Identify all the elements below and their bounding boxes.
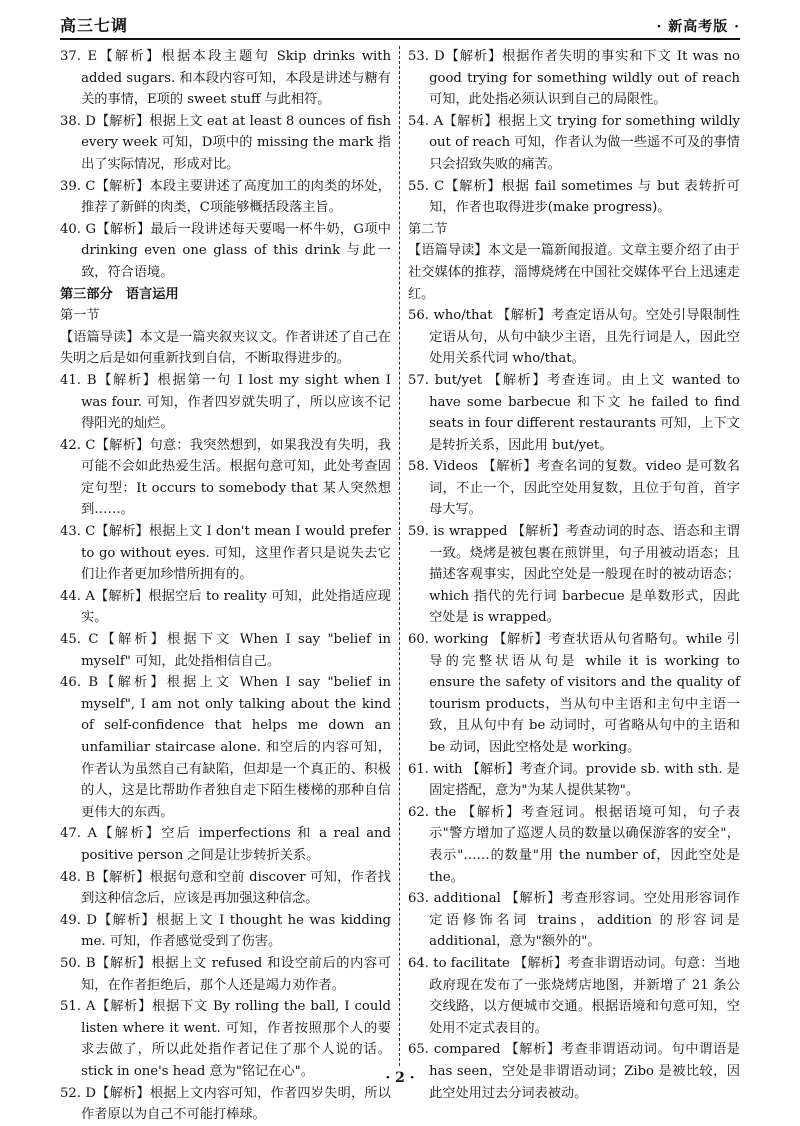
answer-56: 56. who/that 【解析】考查定语从句。空处引导限制性定语从句，从句中缺少主语，且先行词是人，因此空处用关系代词 who/that。 — [408, 308, 740, 367]
answer-53: 53. D【解析】根据作者失明的事实和下文 It was no good trying for something wildly out of reach 可知，此处指必须认识到自己的局限性。 — [408, 49, 740, 108]
page-number: · 2 · — [385, 1070, 415, 1086]
right-column — [400, 46, 740, 1101]
answer-58: 58. Videos 【解析】考查名词的复数。video 是可数名词，不止一个，因此空处用复数，且位于句首，首字母大写。 — [408, 459, 740, 518]
left-column — [60, 46, 400, 1123]
answer-42: 42. C【解析】句意：我突然想到，如果我没有失明，我可能不会如此热爱生活。根据句意可知，此处考查固定句型：It occurs to somebody that 某人突然想到……。 — [60, 437, 391, 518]
answer-38: 38. D【解析】根据上文 eat at least 8 ounces of fish every week 可知，D项中的 missing the mark 指出了实际情况，形成对比。 — [60, 113, 391, 172]
answer-52: 52. D【解析】根据上文内容可知，作者四岁失明，所以作者原以为自己不可能打棒球。 — [60, 1085, 391, 1123]
answer-60: 60. working 【解析】考查状语从句省略句。while 引导的完整状语从句是 while it is working to ensure the safety of visitors and the quality of tourism products，当从句中主语和主句中主语一致，且从句中有 be 动词时，可省略从句中的主语和 be 动词，因此空格处是 working。 — [408, 632, 740, 755]
answer-65: 65. compared 【解析】考查非谓语动词。句中谓语是 has seen，空处是非谓语动词；Zibo 是被比较，因此空处用过去分词表被动。 — [408, 1042, 740, 1101]
page-header — [60, 14, 740, 40]
answer-40: 40. G【解析】最后一段讲述每天要喝一杯牛奶，G项中 drinking even one glass of this drink 与此一致，符合语境。 — [60, 221, 391, 280]
answer-46: 46. B【解析】根据上文 When I say "belief in myself", I am not only talking about the kind of self-confidence that helps me down an unfamiliar staircase alone. 和空后的内容可知，作者认为虽然自己有缺陷，但却是一个真正的、积极的人，这是比帮助作者独自走下陌生楼梯的那种自信更伟大的东西。 — [60, 675, 391, 820]
answer-51: 51. A【解析】根据下文 By rolling the ball, I could listen where it went. 可知，作者按照那个人的要求去做了，所以此处指作者记住了那个人说的话。stick in one's head 意为"铭记在心"。 — [60, 999, 391, 1079]
answer-55: 55. C【解析】根据 fail sometimes 与 but 表转折可知，作者也取得进步(make progress)。 — [408, 178, 740, 216]
answer-45: 45. C【解析】根据下文 When I say "belief in myself" 可知，此处指相信自己。 — [60, 632, 391, 669]
answer-47: 47. A【解析】空后 imperfections 和 a real and positive person 之间是让步转折关系。 — [60, 826, 391, 863]
answer-64: 64. to facilitate 【解析】考查非谓语动词。句意：当地政府现在发布了一张烧烤店地图，并新增了 21 条公交线路，以方便城市交通。根据语境和句意可知，空处用不定式表目的。 — [408, 955, 740, 1036]
answer-61: 61. with 【解析】考查介词。provide sb. with sth. 是固定搭配，意为"为某人提供某物"。 — [408, 761, 740, 799]
answer-59: 59. is wrapped 【解析】考查动词的时态、语态和主谓一致。烧烤是被包裹在煎饼里，句子用被动语态；且描述客观事实，因此空处是一般现在时的被动语态；which 指代的先行词 barbecue 是单数形式，因此空处是 is wrapped。 — [408, 524, 740, 626]
header-edition: · 新高考版 · — [656, 19, 740, 35]
answer-54: 54. A【解析】根据上文 trying for something wildly out of reach 可知，作者认为做一些遥不可及的事情只会招致失败的痛苦。 — [408, 113, 740, 172]
answer-44: 44. A【解析】根据空后 to reality 可知，此处指适应现实。 — [60, 588, 391, 626]
section-heading-part3: 第三部分 语言运用 — [60, 286, 179, 302]
passage-guide-1: 【语篇导读】本文是一篇夹叙夹议文。作者讲述了自己在失明之后是如何重新找到自信，不断取得进步的。 — [60, 329, 391, 367]
answer-37: 37. E【解析】根据本段主题句 Skip drinks with added sugars. 和本段内容可知，本段是讲述与糖有关的事情，E项的 sweet stuff 与此相符。 — [60, 49, 391, 108]
answer-41: 41. B【解析】根据第一句 I lost my sight when I was four. 可知，作者四岁就失明了，所以应该不记得阳光的灿烂。 — [60, 372, 391, 432]
passage-guide-2: 【语篇导读】本文是一篇新闻报道。文章主要介绍了由于社交媒体的推荐，淄博烧烤在中国社交媒体平台上迅速走红。 — [408, 243, 740, 302]
answer-50: 50. B【解析】根据上文 refused 和设空前后的内容可知，在作者拒绝后，那个人还是竭力劝作者。 — [60, 955, 391, 993]
answer-48: 48. B【解析】根据句意和空前 discover 可知，作者找到这种信念后，应该是再加强这种信念。 — [60, 869, 391, 907]
answer-39: 39. C【解析】本段主要讲述了高度加工的肉类的坏处，推荐了新鲜的肉类，C项能够概括段落主旨。 — [60, 178, 391, 216]
answer-57: 57. but/yet 【解析】考查连词。由上文 wanted to have some barbecue 和下文 he failed to find seats in four different restaurants 可知，上下文是转折关系，因此用 but/yet。 — [408, 372, 740, 453]
answer-43: 43. C【解析】根据上文 I don't mean I would prefer to go without eyes. 可知，这里作者只是说失去它们让作者更加珍惜所拥有的。 — [60, 524, 391, 583]
section-heading-2: 第二节 — [408, 221, 448, 237]
answer-62: 62. the 【解析】考查冠词。根据语境可知，句子表示"警方增加了巡逻人员的数量以确保游客的安全"，表示"……的数量"用 the number of，因此空处是 the。 — [408, 804, 740, 885]
header-title: 高三七调 — [60, 16, 129, 35]
answer-columns — [60, 46, 740, 1123]
section-heading-1: 第一节 — [60, 308, 100, 324]
answer-63: 63. additional 【解析】考查形容词。空处用形容词作定语修饰名词 trains，addition 的形容词是 additional，意为"额外的"。 — [408, 891, 740, 950]
answer-49: 49. D【解析】根据上文 I thought he was kidding me. 可知，作者感觉受到了伤害。 — [60, 912, 391, 950]
